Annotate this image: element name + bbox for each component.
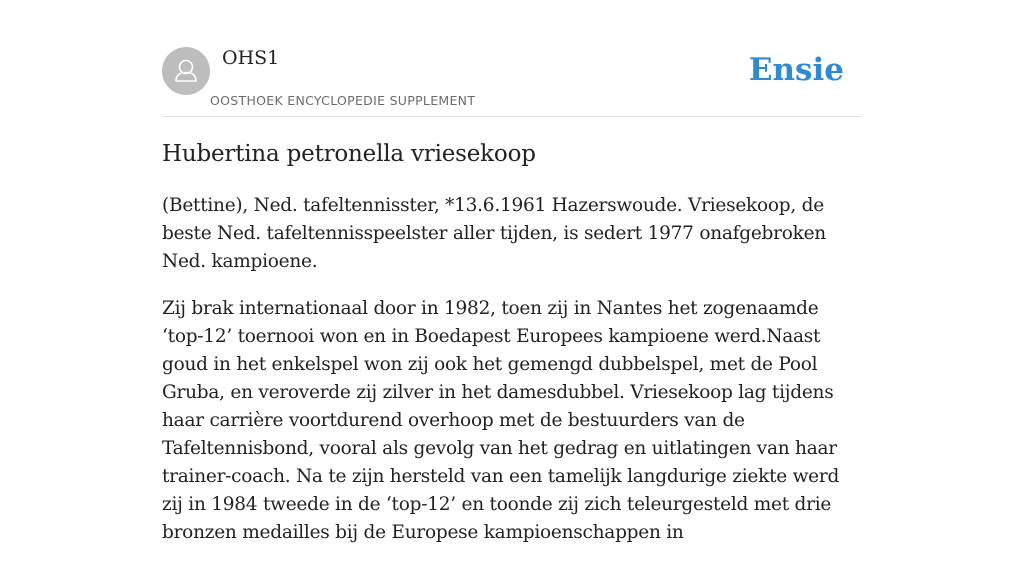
article-paragraph: Zij brak internationaal door in 1982, toen zij in Nantes het zogenaamde ‘top-12’ toernooi won en in Boedapest Europees kampioene werd.Naast goud in het enkelspel won zij ook het gemengd dubbelspel, met de Pool Gruba, en veroverde zij zilver in het damesdubbel. Vriesekoop lag tijdens haar carrière voortdurend overhoop met de bestuurders van de Tafeltennisbond, vooral als gevolg van het gedrag en uitlatingen van haar trainer-coach. Na te zijn hersteld van een tamelijk langdurige ziekte werd zij in 1984 tweede in de ‘top-12’ en toonde zij zich teleurgesteld met drie bronzen medailles bij de Europese kampioenschappen in xyxy=(162,298,840,543)
user-icon xyxy=(162,47,210,95)
ensie-logo[interactable]: Ensie xyxy=(748,52,844,88)
header xyxy=(162,0,862,117)
author-name[interactable]: OHS1 xyxy=(222,47,280,69)
source-label[interactable]: OOSTHOEK ENCYCLOPEDIE SUPPLEMENT xyxy=(210,93,476,108)
article-title: Hubertina petronella vriesekoop xyxy=(162,141,536,167)
avatar[interactable] xyxy=(162,47,210,95)
article xyxy=(162,138,862,566)
article-paragraph: (Bettine), Ned. tafeltennisster, *13.6.1961 Hazerswoude. Vriesekoop, de beste Ned. tafeltennisspeelster aller tijden, is sedert 1977 onafgebroken Ned. kampioene. xyxy=(162,195,826,272)
